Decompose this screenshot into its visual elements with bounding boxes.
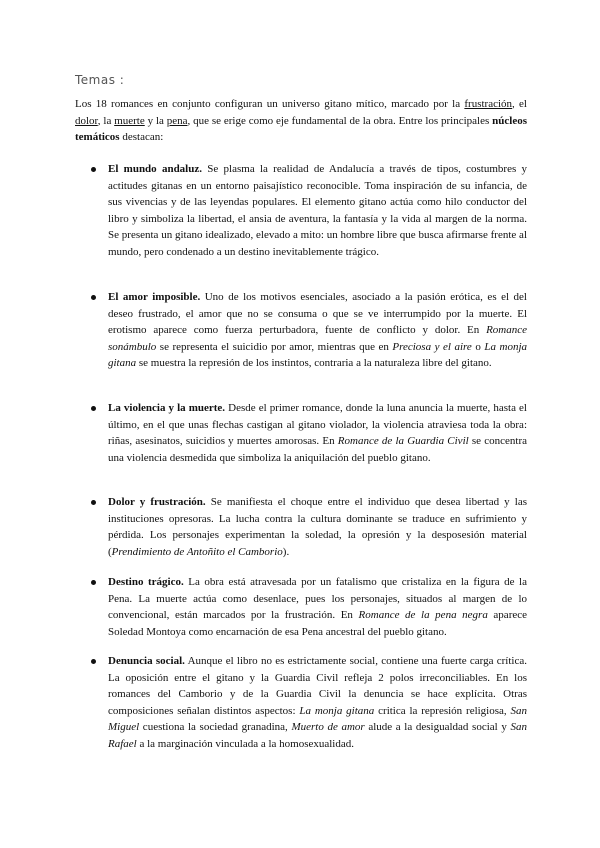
- work-title: Preciosa y el aire: [392, 340, 472, 353]
- item-text: Aunque el libro no es estrictamente social, contiene una fuerte carga crítica. La oposición entre el gitano y la Guardia Civil refleja 2 polos irreconciliables. En los romances del Camborio y de la Guardia Civil la denuncia se hace explícita. Otras composiciones señalan distintos aspectos:: [108, 655, 527, 717]
- list-item: [108, 494, 527, 560]
- intro-text: Los 18 romances en conjunto configuran un universo gitano mítico, marcado por la: [75, 98, 465, 110]
- work-title: San Rafael: [108, 721, 527, 750]
- section-heading: Temas :: [75, 73, 125, 87]
- underlined-word: pena: [166, 114, 188, 127]
- item-text: o: [471, 340, 485, 353]
- bullet-icon: [91, 659, 96, 664]
- item-text: se representa el suicidio por amor, mientras que en: [156, 340, 393, 353]
- item-text: se concentra una violencia desmedida que simboliza la aniquilación del pueblo gitano.: [108, 435, 527, 464]
- bullet-icon: [91, 500, 96, 505]
- item-text: a la marginación vinculada a la homosexualidad.: [136, 737, 354, 750]
- intro-text: , que se erige como eje fundamental de la obra. Entre los principales: [187, 114, 493, 127]
- list-item: [108, 653, 527, 752]
- item-text: ).: [282, 545, 290, 558]
- item-text: Se manifiesta el choque entre el individuo que desea libertad y las instituciones opresoras. La lucha contra la cultura dominante se traduce en sufrimiento y pérdida. Los personajes experimentan la soledad, la opresión y la desposesión material (: [108, 496, 527, 558]
- item-title: Dolor y frustración.: [108, 496, 206, 508]
- bullet-icon: [91, 580, 96, 585]
- bullet-icon: [91, 167, 96, 172]
- list-item: [108, 574, 527, 640]
- item-title: El amor imposible.: [108, 291, 201, 303]
- list-item: [108, 289, 527, 372]
- underlined-word: muerte: [114, 114, 145, 127]
- bold-phrase: núcleos temáticos: [75, 114, 527, 143]
- work-title: La monja gitana: [108, 340, 528, 369]
- bullet-icon: [91, 295, 96, 300]
- item-title: Denuncia social.: [108, 655, 185, 667]
- underlined-word: dolor: [75, 114, 98, 127]
- item-text: Desde el primer romance, donde la luna anuncia la muerte, hasta el último, en el que unas flechas castigan al gitano violador, la violencia atraviesa toda la obra: riñas, asesinatos, suicidios y muertes amorosas. En: [108, 402, 527, 447]
- underlined-word: frustración: [464, 98, 513, 110]
- list-item: [108, 161, 527, 260]
- intro-text: , el: [512, 98, 527, 110]
- work-title: Muerto de amor: [291, 721, 365, 733]
- intro-text: y la: [144, 114, 167, 127]
- item-text: Se plasma la realidad de Andalucía a través de tipos, costumbres y actitudes gitanas en un entorno paisajístico reconocible. Toma inspiración de su infancia, de sus vivencias y de las leyendas populares. El elemento gitano actúa como hilo conductor del libro y simboliza la libertad, el ansia de aventura, la fantasía y la vida al margen de la norma. Se presenta un gitano idealizado, elevado a mito: un hombre libre que busca afirmarse frente al mundo, pero condenado a un destino inevitablemente trágico.: [108, 163, 527, 258]
- intro-paragraph: [75, 96, 527, 146]
- item-title: Destino trágico.: [108, 576, 184, 588]
- item-text: critica la represión religiosa,: [374, 704, 511, 717]
- item-text: cuestiona la sociedad granadina,: [139, 721, 292, 733]
- item-text: alude a la desigualdad social y: [364, 721, 511, 733]
- item-text: aparece Soledad Montoya como encarnación de esa Pena ancestral del pueblo gitano.: [108, 609, 527, 638]
- work-title: Romance sonámbulo: [108, 324, 527, 353]
- item-text: se muestra la represión de los instintos, contraria a la naturaleza libre del gitano.: [136, 357, 492, 369]
- work-title: Romance de la pena negra: [358, 609, 488, 621]
- work-title: San Miguel: [108, 704, 528, 733]
- intro-text: , la: [97, 114, 115, 127]
- item-text: La obra está atravesada por un fatalismo que cristaliza en la figura de la Pena. La muerte actúa como desenlace, pues los personajes, situados al margen de lo convencional, están marcados por la frustración. En: [108, 576, 527, 621]
- work-title: Prendimiento de Antoñito el Camborio: [111, 545, 283, 558]
- work-title: Romance de la Guardia Civil: [337, 435, 469, 447]
- bullet-icon: [91, 406, 96, 411]
- item-text: Uno de los motivos esenciales, asociado a la pasión erótica, es el del deseo frustrado, el amor que no se consuma o que se ve interrumpido por la muerte. El erotismo aparece como fuerza perturbadora, fuente de conflicto y dolor. En: [108, 291, 527, 336]
- intro-text: destacan:: [119, 131, 164, 143]
- item-title: El mundo andaluz.: [108, 163, 202, 175]
- list-item: [108, 400, 527, 466]
- work-title: La monja gitana: [299, 704, 375, 717]
- item-title: La violencia y la muerte.: [108, 402, 226, 414]
